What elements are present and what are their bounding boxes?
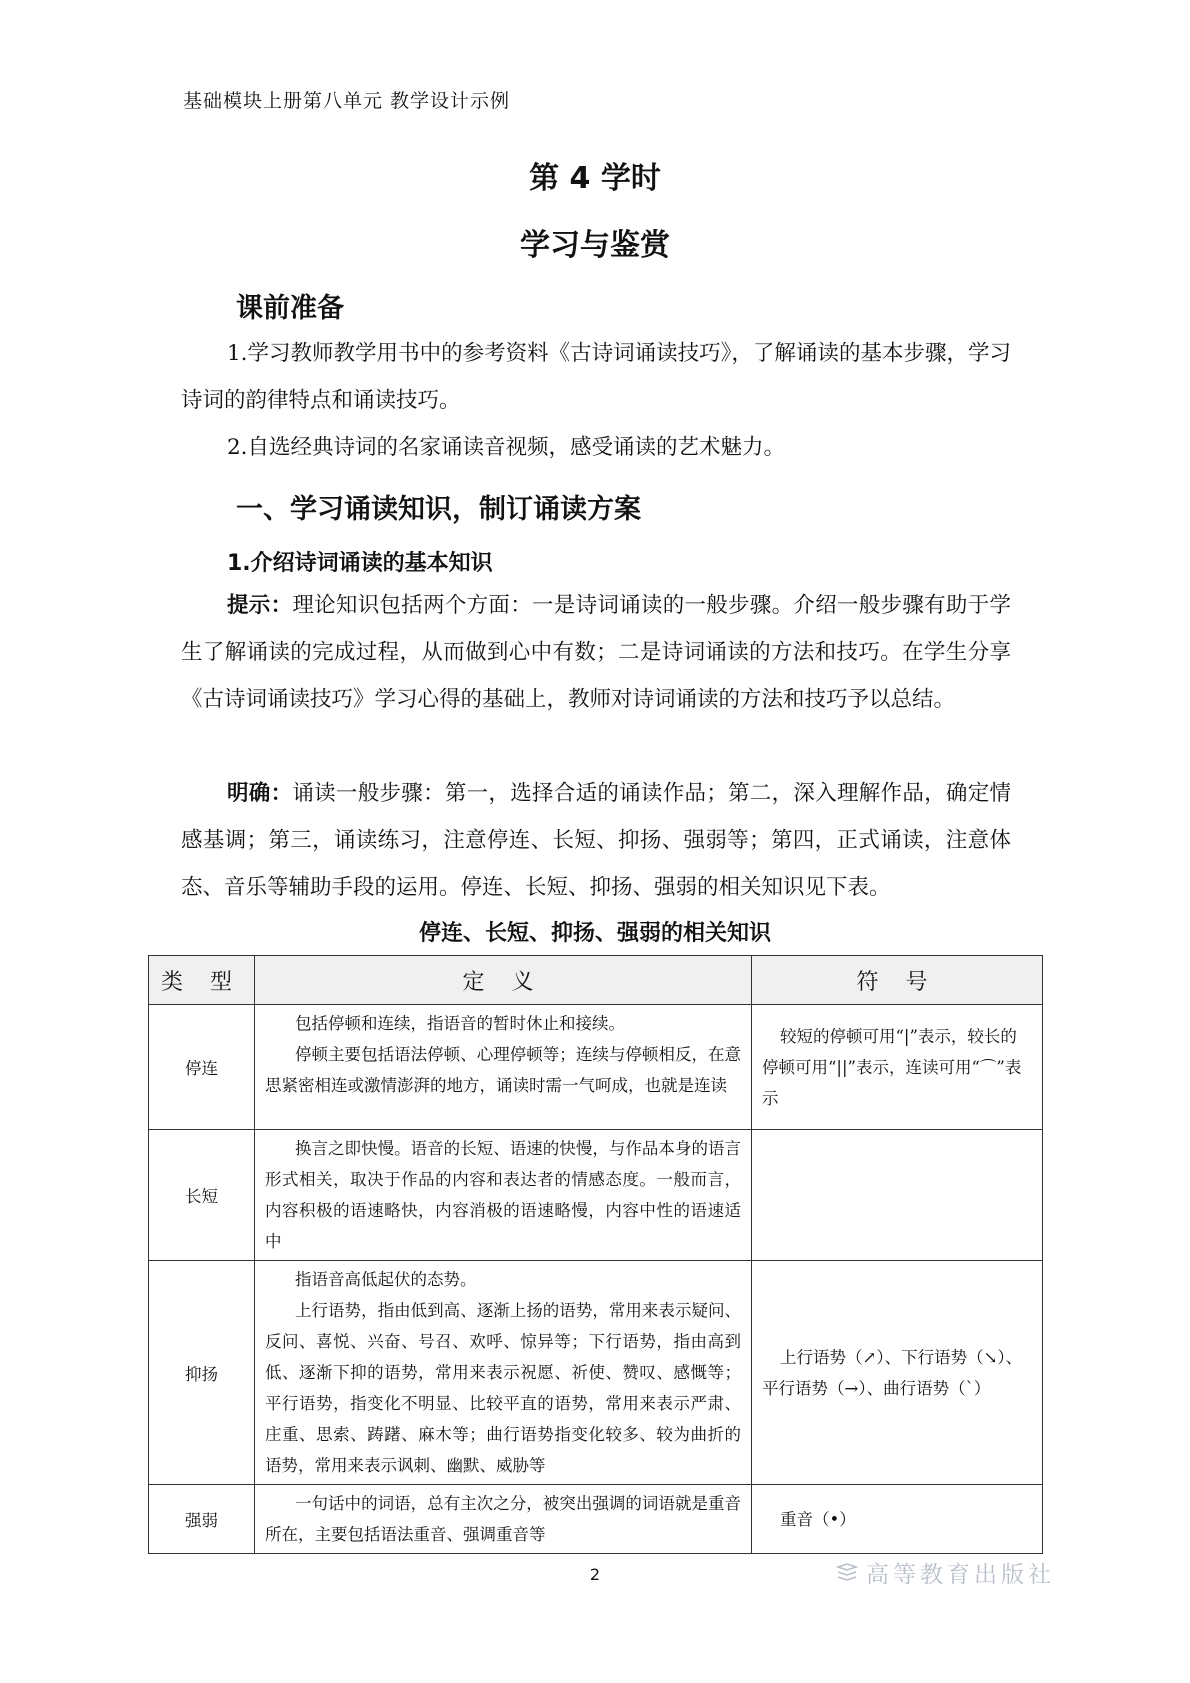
hint-label: 提示： [227, 593, 293, 618]
header-symbol: 符 号 [752, 956, 1043, 1005]
running-header: 基础模块上册第八单元 教学设计示例 [183, 90, 511, 112]
definition-line: 指语音高低起伏的态势。 [295, 1270, 477, 1289]
table-row [149, 1130, 1043, 1261]
table-row [149, 1485, 1043, 1554]
definition-line: 一句话中的词语，总有主次之分，被突出强调的词语就是重音所在，主要包括语法重音、强调重音等 [265, 1494, 741, 1544]
row-definition [255, 1130, 752, 1261]
hint-paragraph [181, 582, 1011, 723]
period-title: 第 4 学时 [529, 161, 661, 196]
row-definition [255, 1261, 752, 1485]
publisher-name: 高等教育出版社 [866, 1562, 1055, 1588]
row-definition [255, 1485, 752, 1554]
table-row [149, 1261, 1043, 1485]
definition-line: 上行语势，指由低到高、逐渐上扬的语势，常用来表示疑问、反问、喜悦、兴奋、号召、欢呼、惊异等；下行语势，指由高到低、逐渐下抑的语势，常用来表示祝愿、祈使、赞叹、感慨等；平行语势，指变化不明显、比较平直的语势，常用来表示严肃、庄重、思索、踌躇、麻木等；曲行语势指变化较多、较为曲折的语势，常用来表示讽刺、幽默、威胁等 [265, 1301, 741, 1475]
symbol-text: 重音（•） [780, 1509, 856, 1529]
section-1-heading: 一、学习诵读知识，制订诵读方案 [236, 494, 641, 525]
table-row [149, 1005, 1043, 1130]
page-number: 2 [589, 1565, 601, 1584]
row-symbol [752, 1005, 1043, 1130]
row-type: 停连 [149, 1005, 255, 1130]
book-stack-logo-icon [836, 1563, 858, 1583]
row-symbol [752, 1485, 1043, 1554]
clear-paragraph [181, 770, 1011, 911]
prep-item-1: 1.学习教师教学用书中的参考资料《古诗词诵读技巧》，了解诵读的基本步骤，学习诗词的韵律特点和诵读技巧。 [181, 341, 1011, 413]
row-symbol [752, 1130, 1043, 1261]
definition-line: 停顿主要包括语法停顿、心理停顿等；连续与停顿相反，在意思紧密相连或激情澎湃的地方，诵读时需一气呵成，也就是连读 [265, 1045, 741, 1095]
row-definition [255, 1005, 752, 1130]
row-type: 抑扬 [149, 1261, 255, 1485]
row-type: 强弱 [149, 1485, 255, 1554]
publisher-logo [836, 1556, 1055, 1589]
symbol-text: 上行语势（↗）、下行语势（↘）、平行语势（→）、曲行语势（ˋ） [762, 1347, 1023, 1398]
clear-label: 明确： [227, 781, 293, 806]
header-type: 类 型 [149, 956, 255, 1005]
definition-line: 包括停顿和连续，指语音的暂时休止和接续。 [295, 1014, 625, 1033]
row-type: 长短 [149, 1130, 255, 1261]
table-title: 停连、长短、抑扬、强弱的相关知识 [418, 921, 771, 946]
definition-line: 换言之即快慢。语音的长短、语速的快慢，与作品本身的语言形式相关，取决于作品的内容和表达者的情感态度。一般而言，内容积极的语速略快，内容消极的语速略慢，内容中性的语速适中 [265, 1139, 741, 1251]
topic-title: 学习与鉴赏 [520, 228, 670, 263]
hint-text: 理论知识包括两个方面：一是诗词诵读的一般步骤。介绍一般步骤有助于学生了解诵读的完成过程，从而做到心中有数；二是诗词诵读的方法和技巧。在学生分享《古诗词诵读技巧》学习心得的基础上，教师对诗词诵读的方法和技巧予以总结。 [181, 593, 1011, 712]
table-header-row [149, 956, 1043, 1005]
row-symbol [752, 1261, 1043, 1485]
subsection-1-heading: 1.介绍诗词诵读的基本知识 [227, 551, 493, 576]
clear-text: 诵读一般步骤：第一，选择合适的诵读作品；第二，深入理解作品，确定情感基调；第三，诵读练习，注意停连、长短、抑扬、强弱等；第四，正式诵读，注意体态、音乐等辅助手段的运用。停连、长短、抑扬、强弱的相关知识见下表。 [181, 781, 1011, 900]
knowledge-table [148, 955, 1043, 1554]
symbol-text: 较短的停顿可用“|”表示，较长的停顿可用“||”表示，连读可用“⌒”表示 [762, 1026, 1022, 1108]
header-definition: 定 义 [255, 956, 752, 1005]
prep-heading: 课前准备 [236, 293, 344, 324]
prep-item-2: 2.自选经典诗词的名家诵读音视频，感受诵读的艺术魅力。 [227, 435, 786, 460]
